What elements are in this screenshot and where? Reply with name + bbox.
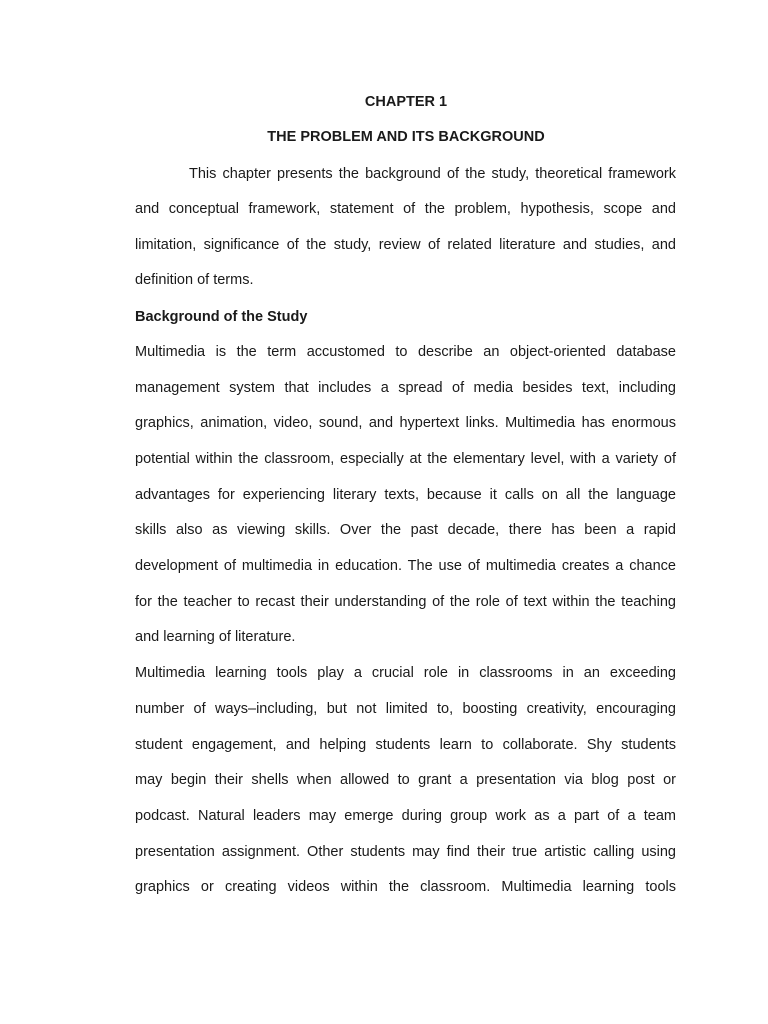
chapter-label: CHAPTER 1: [364, 94, 448, 110]
paragraph-line: number of ways–including, but not limited to, boosting creativity, encouraging: [135, 701, 676, 717]
section-heading: Background of the Study: [135, 309, 308, 325]
paragraph-line: graphics, animation, video, sound, and hypertext links. Multimedia has enormous: [135, 415, 676, 431]
intro-line: This chapter presents the background of the study, theoretical framework: [189, 166, 676, 182]
intro-line: limitation, significance of the study, review of related literature and studies, and: [135, 237, 676, 253]
paragraph-line: graphics or creating videos within the classroom. Multimedia learning tools: [135, 879, 676, 895]
paragraph-line: and learning of literature.: [135, 629, 296, 645]
chapter-title: THE PROBLEM AND ITS BACKGROUND: [267, 129, 545, 145]
paragraph-line: management system that includes a spread of media besides text, including: [135, 380, 676, 396]
paragraph-line: Multimedia is the term accustomed to describe an object-oriented database: [135, 344, 676, 360]
paragraph-line: Multimedia learning tools play a crucial role in classrooms in an exceeding: [135, 665, 676, 681]
paragraph-line: for the teacher to recast their understanding of the role of text within the teaching: [135, 594, 676, 610]
intro-line: and conceptual framework, statement of the problem, hypothesis, scope and: [135, 201, 676, 217]
paragraph-line: presentation assignment. Other students may find their true artistic calling using: [135, 844, 676, 860]
paragraph-line: skills also as viewing skills. Over the past decade, there has been a rapid: [135, 522, 676, 538]
paragraph-line: may begin their shells when allowed to grant a presentation via blog post or: [135, 772, 676, 788]
paragraph-line: potential within the classroom, especially at the elementary level, with a variety of: [135, 451, 676, 467]
paragraph-line: advantages for experiencing literary texts, because it calls on all the language: [135, 487, 676, 503]
paragraph-line: student engagement, and helping students learn to collaborate. Shy students: [135, 737, 676, 753]
intro-line: definition of terms.: [135, 272, 254, 288]
paragraph-line: development of multimedia in education. The use of multimedia creates a chance: [135, 558, 676, 574]
paragraph-line: podcast. Natural leaders may emerge during group work as a part of a team: [135, 808, 676, 824]
